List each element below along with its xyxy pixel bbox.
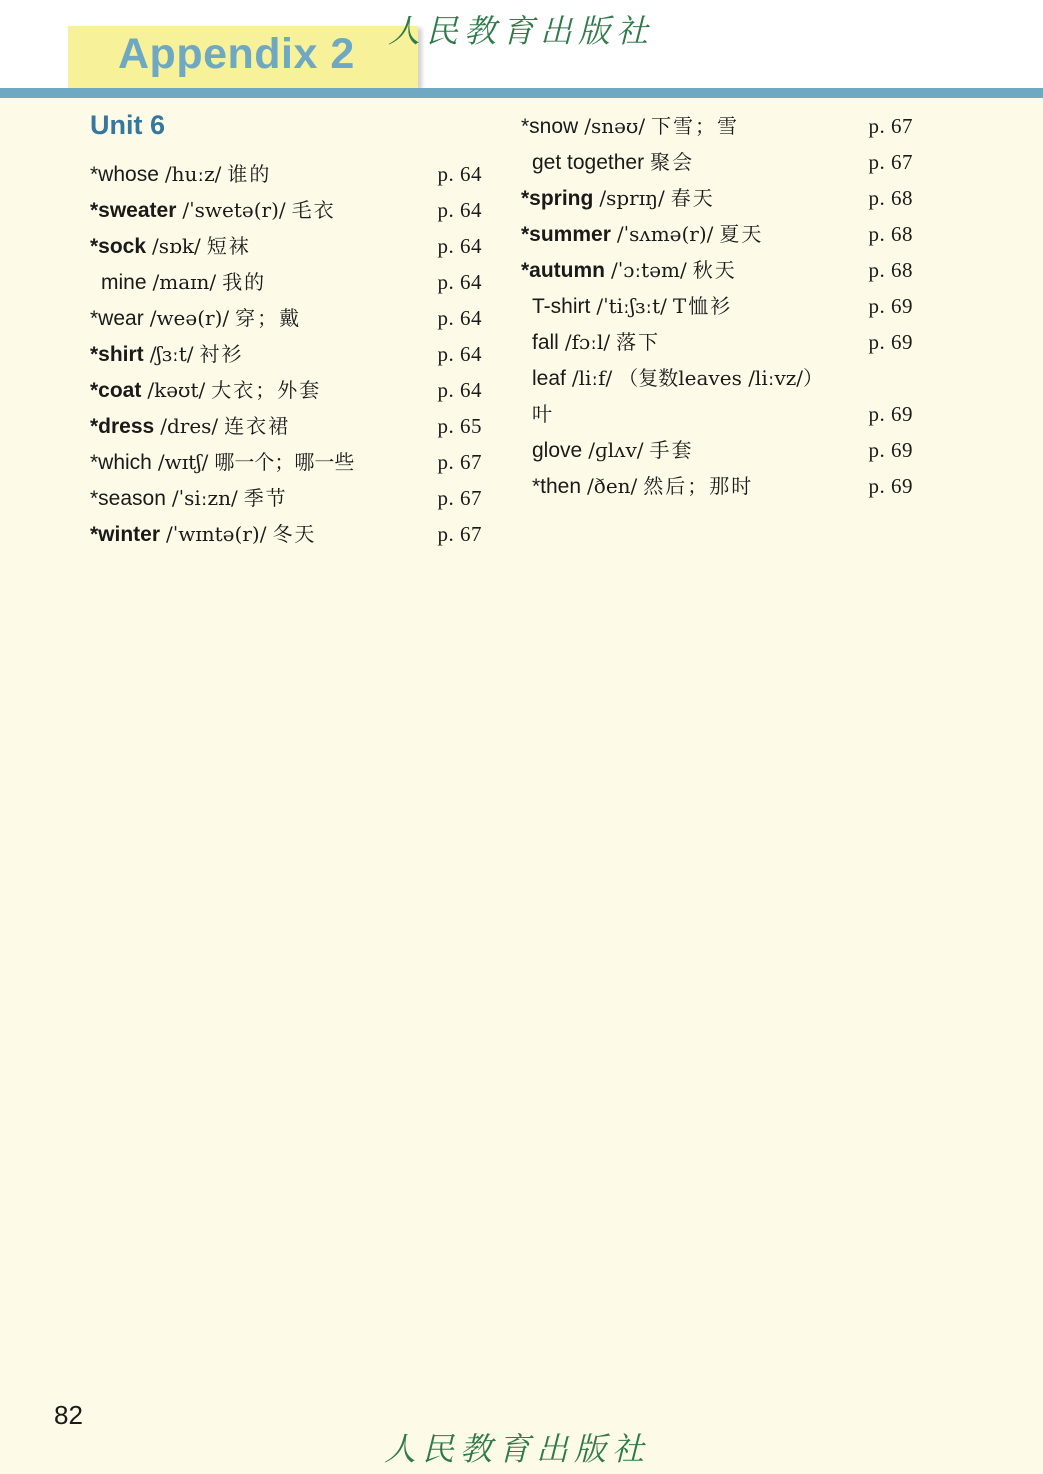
header-divider: [0, 88, 1043, 98]
vocab-word: *snow: [521, 115, 579, 138]
vocab-entry: [521, 432, 913, 468]
vocab-meaning: 聚会: [650, 150, 695, 174]
vocab-meaning: 谁的: [227, 162, 272, 186]
vocab-page-ref: p. 64: [437, 234, 482, 258]
vocab-meaning: 叶: [532, 402, 554, 426]
vocab-word: *sock: [90, 235, 147, 258]
vocab-meaning: 手套: [649, 438, 694, 462]
vocab-page-ref: p. 68: [868, 222, 913, 246]
vocab-phonetic: /dres/: [160, 414, 219, 438]
vocab-entry: [90, 156, 482, 192]
vocab-entry: [90, 336, 482, 372]
vocab-word: *dress: [90, 415, 155, 438]
vocab-meaning: 春天: [670, 186, 715, 210]
vocab-entry: [521, 180, 913, 216]
vocab-phonetic: /snəʊ/: [584, 114, 646, 138]
vocab-page-ref: p. 69: [868, 330, 913, 354]
vocab-entry: [90, 444, 482, 480]
vocab-word: fall: [532, 331, 559, 354]
vocab-phonetic: /ˈwɪntə(r)/: [166, 522, 267, 546]
vocab-meaning: 秋天: [692, 258, 737, 282]
vocab-entry: [521, 216, 913, 252]
vocab-meaning: 夏天: [719, 222, 764, 246]
vocab-word: *sweater: [90, 199, 177, 222]
vocab-meaning: 然后；那时: [643, 474, 754, 498]
vocab-entry: [521, 468, 913, 504]
vocab-word: get together: [532, 151, 645, 174]
vocab-entry: [90, 372, 482, 408]
vocab-page-ref: p. 69: [868, 438, 913, 462]
vocab-entry: [90, 228, 482, 264]
vocab-word: *summer: [521, 223, 611, 246]
vocab-entry: [90, 408, 482, 444]
vocab-word: glove: [532, 439, 583, 462]
vocab-word: *spring: [521, 187, 594, 210]
publisher-watermark-bottom: 人民教育出版社: [384, 1430, 651, 1468]
vocab-entry: [90, 264, 482, 300]
vocab-meaning: 连衣裙: [224, 414, 291, 438]
vocab-page-ref: p. 69: [868, 294, 913, 318]
vocab-word: mine: [101, 271, 147, 294]
vocab-entry: [521, 360, 913, 396]
vocab-entry: [90, 516, 482, 552]
vocab-phonetic: /ˈswetə(r)/: [182, 198, 286, 222]
page-number: 82: [54, 1400, 83, 1430]
vocab-phonetic: /ˈsiːzn/: [171, 486, 238, 510]
vocab-phonetic: /ʃɜːt/: [149, 342, 194, 366]
vocab-page-ref: p. 64: [437, 270, 482, 294]
vocab-entry: [521, 288, 913, 324]
vocab-entry: [521, 252, 913, 288]
vocab-word: *which: [90, 451, 152, 474]
vocab-entry: [90, 192, 482, 228]
vocab-phonetic: /ɡlʌv/: [588, 438, 644, 462]
vocab-meaning: 我的: [222, 270, 267, 294]
vocab-meaning: 衬衫: [199, 342, 244, 366]
vocab-phonetic: /ˈtiːʃɜːt/: [596, 294, 667, 318]
vocab-phonetic: /liːf/: [571, 366, 613, 390]
vocab-phonetic: /wɪtʃ/: [157, 450, 209, 474]
vocab-page-ref: p. 64: [437, 306, 482, 330]
vocab-page-ref: p. 67: [437, 450, 482, 474]
unit-heading: Unit 6: [90, 110, 166, 140]
vocab-page-ref: p. 67: [437, 522, 482, 546]
vocab-word: *autumn: [521, 259, 605, 282]
vocab-entry: [521, 108, 913, 144]
vocab-phonetic: /kəʊt/: [147, 378, 206, 402]
publisher-watermark-top: 人民教育出版社: [388, 12, 655, 50]
vocab-phonetic: /huːz/: [164, 162, 222, 186]
vocab-word: T-shirt: [532, 295, 591, 318]
vocab-meaning: 大衣；外套: [211, 378, 322, 402]
vocab-meaning: 短袜: [206, 234, 251, 258]
vocab-meaning: T恤衫: [672, 294, 733, 318]
vocab-page-ref: p. 67: [868, 150, 913, 174]
vocab-phonetic: /ˈɔːtəm/: [611, 258, 687, 282]
vocab-page-ref: p. 68: [868, 258, 913, 282]
vocab-word: *coat: [90, 379, 142, 402]
vocab-word: *then: [532, 475, 582, 498]
vocab-page-ref: p. 69: [868, 402, 913, 426]
vocab-page-ref: p. 64: [437, 198, 482, 222]
vocab-phonetic: /ˈsʌmə(r)/: [616, 222, 714, 246]
vocab-phonetic: /ðen/: [587, 474, 638, 498]
vocab-meaning: 季节: [243, 486, 288, 510]
vocab-phonetic: /weə(r)/: [149, 306, 230, 330]
vocab-list-right: [521, 108, 913, 504]
vocab-meaning: （复数leaves /liːvz/）: [618, 366, 824, 390]
vocab-entry-continued: [521, 396, 913, 432]
vocab-page-ref: p. 68: [868, 186, 913, 210]
vocab-phonetic: /maɪn/: [152, 270, 217, 294]
vocab-word: *wear: [90, 307, 144, 330]
vocab-phonetic: /fɔːl/: [564, 330, 611, 354]
vocab-page-ref: p. 64: [437, 378, 482, 402]
vocab-meaning: 落下: [616, 330, 661, 354]
vocab-meaning: 下雪；雪: [651, 114, 740, 138]
vocab-phonetic: /sɒk/: [152, 234, 201, 258]
vocab-meaning: 冬天: [272, 522, 317, 546]
vocab-word: *shirt: [90, 343, 144, 366]
vocab-page-ref: p. 64: [437, 162, 482, 186]
vocab-page-ref: p. 69: [868, 474, 913, 498]
vocab-word: *winter: [90, 523, 161, 546]
vocab-word: leaf: [532, 367, 566, 390]
vocab-meaning: 穿；戴: [235, 306, 302, 330]
vocab-word: *whose: [90, 163, 159, 186]
vocab-entry: [521, 324, 913, 360]
vocab-page-ref: p. 67: [437, 486, 482, 510]
vocab-page-ref: p. 65: [437, 414, 482, 438]
vocab-entry: [90, 480, 482, 516]
vocab-entry: [90, 300, 482, 336]
vocab-meaning: 哪一个；哪一些: [214, 450, 355, 474]
vocab-phonetic: /sprɪŋ/: [599, 186, 665, 210]
vocab-page-ref: p. 67: [868, 114, 913, 138]
vocab-page-ref: p. 64: [437, 342, 482, 366]
vocab-list-left: [90, 156, 482, 552]
page-title: Appendix 2: [118, 30, 355, 78]
vocab-word: *season: [90, 487, 166, 510]
vocab-entry: [521, 144, 913, 180]
vocab-meaning: 毛衣: [291, 198, 336, 222]
